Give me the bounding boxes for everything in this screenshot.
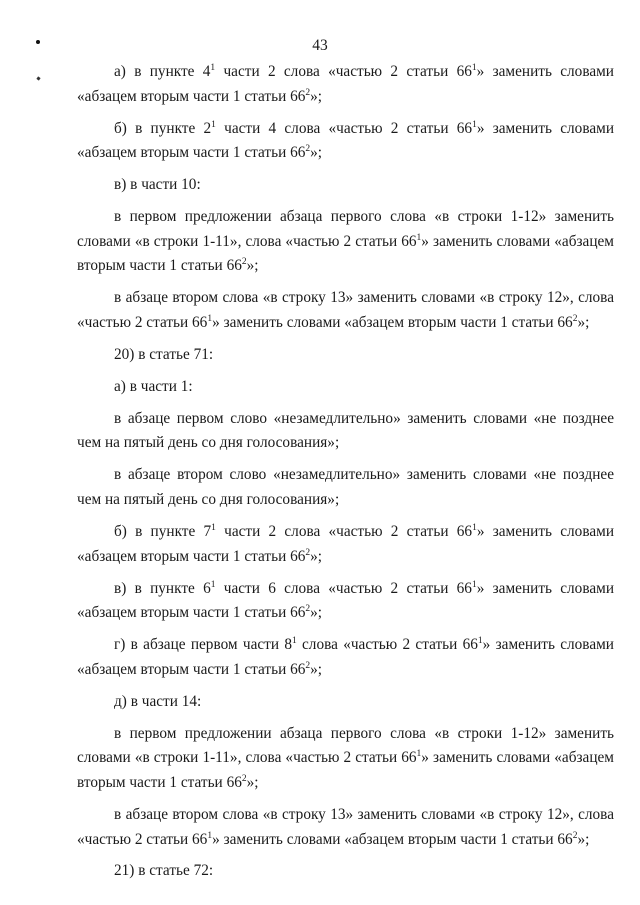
paragraph-text: » заменить словами «абзацем вторым части 1 статьи 66 [77,523,615,565]
superscript-index: 1 [207,313,213,324]
paragraph-text: » заменить словами «абзацем вторым части 1 статьи 66 [77,636,614,678]
body-paragraph [77,205,614,279]
paragraph-text: в) в части 10: [114,176,201,194]
body-paragraph [77,722,614,796]
paragraph-text: » заменить словами «абзацем вторым части 1 статьи 66 [77,749,614,791]
body-paragraph [77,60,614,109]
body-paragraph [77,375,614,400]
superscript-index: 1 [211,523,216,534]
paragraph-text: слова «частью 2 статьи 66 [296,636,478,654]
superscript-index: 1 [210,63,216,73]
superscript-index: 1 [477,636,483,647]
paragraph-text: »; [310,604,323,622]
paragraph-text: » заменить словами «абзацем вторым части 1 статьи 66 [212,830,573,848]
body-paragraph [77,407,614,456]
superscript-index: 2 [305,660,311,671]
paragraph-text: »; [577,830,590,848]
paragraph-text: » заменить словами «абзацем вторым части 1 статьи 66 [212,313,573,331]
paragraph-text: части 2 слова «частью 2 статьи 66 [215,523,473,541]
superscript-index: 1 [416,749,422,760]
body-paragraph [77,803,614,852]
paragraph-text: части 2 слова «частью 2 статьи 66 [215,63,472,80]
body-paragraph [77,577,614,626]
paragraph-text: »; [577,313,590,331]
paragraph-text: в) в пункте 6 [114,579,211,597]
superscript-index: 2 [305,604,311,615]
document-body [77,60,614,891]
superscript-index: 1 [471,579,477,590]
body-paragraph [77,633,614,682]
body-paragraph [77,690,614,715]
paragraph-text: в абзаце первом слово «незамедлительно» заменить словами «не позднее чем на пятый день со дня голосования»; [77,409,614,452]
paragraph-text: д) в части 14: [114,692,202,710]
paragraph-text: »; [310,87,323,105]
superscript-index: 1 [291,636,297,647]
paragraph-text: б) в пункте 2 [114,119,212,137]
paragraph-text: в абзаце втором слова «в строку 13» заменить словами «в строку 12», слова «частью 2 статьи 66 [77,289,614,331]
body-paragraph [77,173,614,198]
paragraph-text: а) в пункте 4 [114,63,211,80]
paragraph-text: »; [246,773,259,791]
body-paragraph [77,520,614,569]
superscript-index: 2 [305,87,311,98]
paragraph-text: а) в части 1: [114,377,193,395]
paragraph-text: в абзаце втором слова «в строку 13» заменить словами «в строку 12», слова «частью 2 статьи 66 [77,805,614,848]
paragraph-text: »; [310,547,323,565]
paragraph-text: » заменить словами «абзацем вторым части 1 статьи 66 [77,579,615,622]
paragraph-text: б) в пункте 7 [114,523,212,541]
superscript-index: 2 [305,547,311,558]
superscript-index: 1 [471,63,477,73]
paragraph-text: » заменить словами «абзацем вторым части 1 статьи 66 [77,63,614,105]
superscript-index: 1 [416,232,422,243]
superscript-index: 1 [211,119,216,130]
superscript-index: 1 [472,119,477,130]
paragraph-text: » заменить словами «абзацем вторым части 1 статьи 66 [77,232,614,275]
paragraph-text: в абзаце втором слово «незамедлительно» заменить словами «не позднее чем на пятый день со дня голосования»; [77,466,614,509]
paragraph-text: г) в абзаце первом части 8 [114,636,292,654]
paragraph-text: части 4 слова «частью 2 статьи 66 [215,119,473,137]
paragraph-text: »; [310,660,323,678]
body-paragraph [77,463,614,512]
superscript-index: 1 [210,579,216,590]
body-paragraph [77,859,614,884]
body-paragraph [77,343,614,368]
margin-tick-mark [36,76,40,80]
paragraph-text: в первом предложении абзаца первого слова «в строки 1-12» заменить словами «в строки 1-11», слова «частью 2 статьи 66 [77,208,614,250]
paragraph-text: »; [246,257,259,275]
superscript-index: 2 [241,773,247,784]
paragraph-text: 21) в статье 72: [114,862,214,880]
superscript-index: 2 [305,144,311,155]
paragraph-text: части 6 слова «частью 2 статьи 66 [215,579,472,597]
superscript-index: 1 [207,830,213,841]
superscript-index: 2 [241,257,247,268]
paragraph-text: в первом предложении абзаца первого слова «в строки 1-12» заменить словами «в строки 1-11», слова «частью 2 статьи 66 [77,724,614,767]
body-paragraph [77,286,614,335]
superscript-index: 1 [472,523,477,534]
superscript-index: 2 [572,830,578,841]
paragraph-text: » заменить словами «абзацем вторым части 1 статьи 66 [77,119,615,162]
paragraph-text: 20) в статье 71: [114,345,214,363]
paragraph-text: »; [310,144,323,162]
page-number: 43 [312,37,328,54]
superscript-index: 2 [572,313,578,324]
body-paragraph [77,117,614,166]
